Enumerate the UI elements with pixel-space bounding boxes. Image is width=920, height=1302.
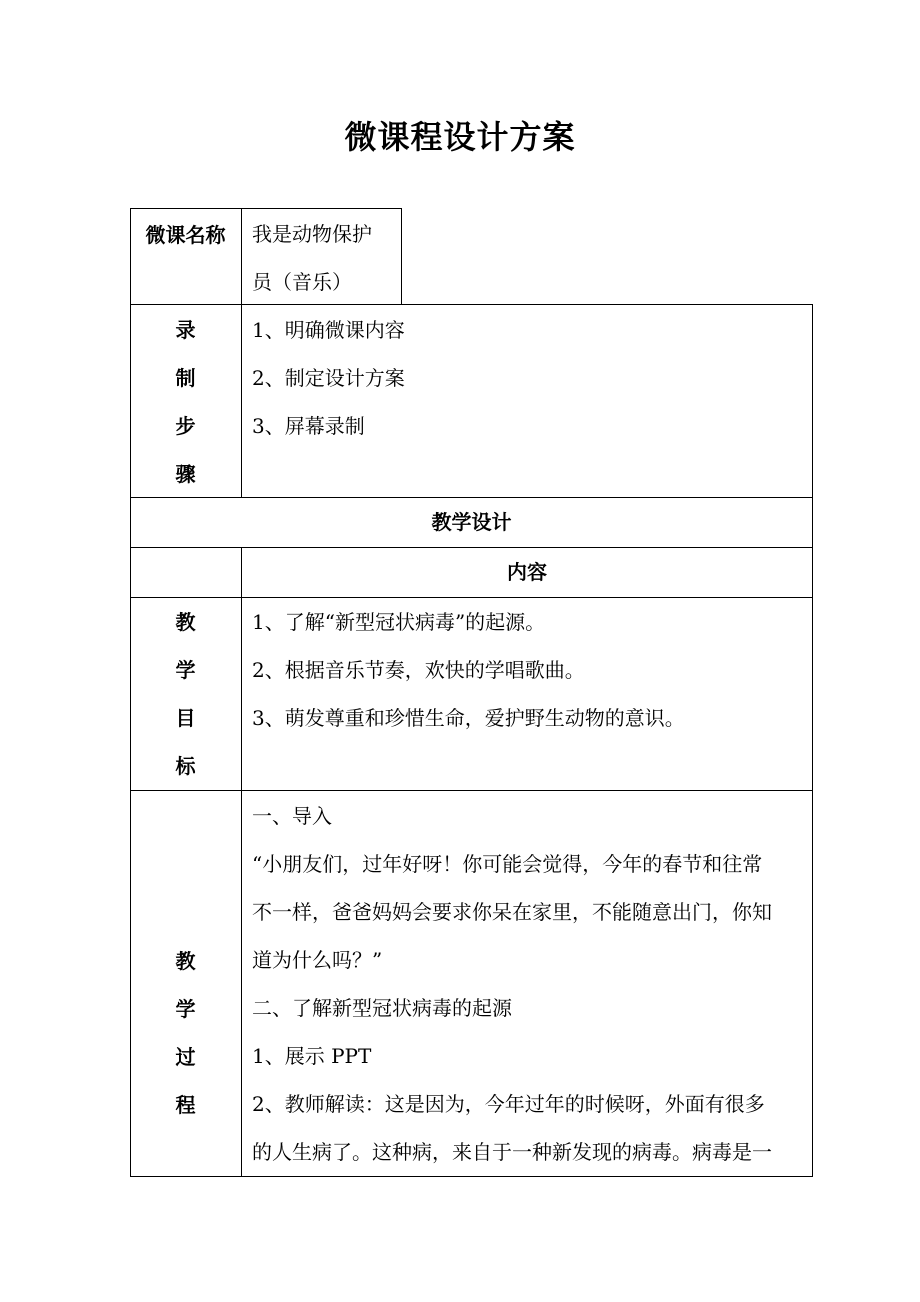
label-char: 录 (175, 318, 196, 342)
process-line: 二、了解新型冠状病毒的起源 (252, 996, 512, 1020)
teaching-goals-label (130, 598, 241, 790)
process-line: 道为什么吗？” (252, 948, 383, 972)
list-item: 2、制定设计方案 (252, 366, 405, 390)
process-line: 的人生病了。这种病，来自于一种新发现的病毒。病毒是一 (252, 1140, 772, 1164)
label-char: 教 (175, 949, 196, 973)
process-line: 一、导入 (252, 804, 332, 828)
label-char: 学 (175, 658, 196, 682)
label-char: 程 (175, 1093, 196, 1117)
process-line: 1、展示 PPT (252, 1044, 372, 1068)
course-name-value (252, 210, 372, 306)
list-item: 3、萌发尊重和珍惜生命，爱护野生动物的意识。 (252, 706, 685, 730)
course-name-line: 员（音乐） (252, 270, 352, 294)
recording-steps-list (252, 306, 405, 450)
teaching-goals-list (252, 598, 685, 742)
course-name-label: 微课名称 (145, 223, 226, 247)
label-char: 教 (175, 610, 196, 634)
label-char: 标 (175, 754, 196, 778)
label-char: 目 (175, 706, 196, 730)
list-item: 2、根据音乐节奏，欢快的学唱歌曲。 (252, 658, 585, 682)
process-line: 不一样，爸爸妈妈会要求你呆在家里，不能随意出门，你知 (252, 900, 772, 924)
process-line: 2、教师解读：这是因为，今年过年的时候呀，外面有很多 (252, 1092, 765, 1116)
label-char: 骤 (175, 462, 196, 486)
list-item: 3、屏幕录制 (252, 414, 365, 438)
label-char: 过 (175, 1045, 196, 1069)
teaching-process-text (252, 792, 772, 1176)
label-char: 制 (175, 366, 196, 390)
list-item: 1、明确微课内容 (252, 318, 405, 342)
label-char: 学 (175, 997, 196, 1021)
recording-steps-label (130, 306, 241, 498)
course-name-line: 我是动物保护 (252, 222, 372, 246)
label-char: 步 (175, 414, 196, 438)
content-header: 内容 (507, 560, 547, 584)
list-item: 1、了解“新型冠状病毒”的起源。 (252, 610, 546, 634)
process-line: “小朋友们，过年好呀！你可能会觉得，今年的春节和往常 (252, 852, 763, 876)
teaching-design-header: 教学设计 (431, 510, 512, 534)
page-title: 微课程设计方案 (344, 118, 576, 156)
teaching-process-label (130, 937, 241, 1129)
